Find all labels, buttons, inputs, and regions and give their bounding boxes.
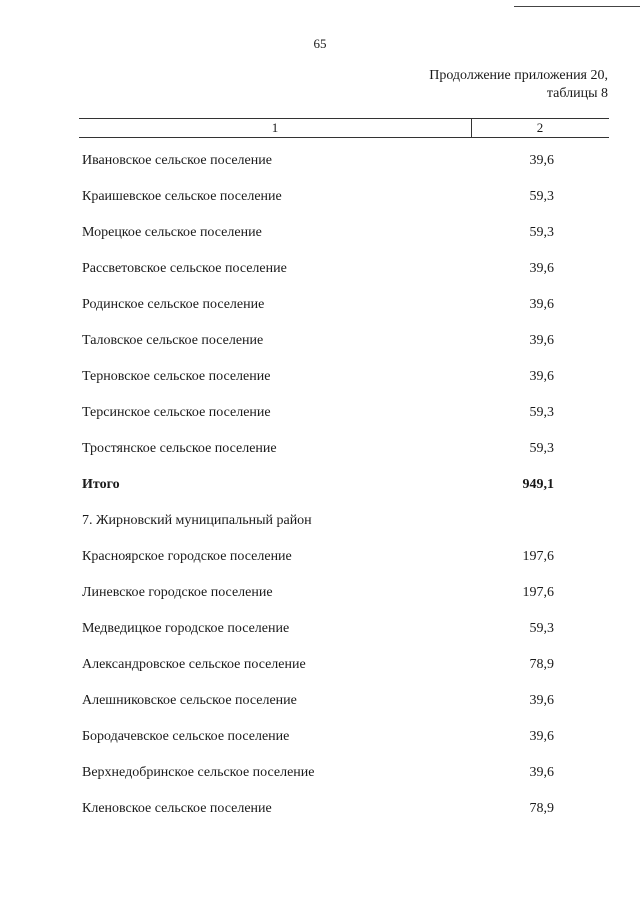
caption-line-2: таблицы 8 xyxy=(546,86,608,101)
settlement-name: Красноярское городское поселение xyxy=(82,549,292,564)
settlement-value: 59,3 xyxy=(529,225,554,240)
column-header-1: 1 xyxy=(271,120,279,135)
column-header-2: 2 xyxy=(536,120,544,135)
settlement-name: Тростянское сельское поселение xyxy=(82,441,277,456)
table-row xyxy=(0,657,640,677)
settlement-value: 59,3 xyxy=(529,441,554,456)
table-row xyxy=(0,729,640,749)
table-row xyxy=(0,621,640,641)
total-row xyxy=(0,477,640,497)
settlement-value: 78,9 xyxy=(529,801,554,816)
settlement-name: Линевское городское поселение xyxy=(82,585,273,600)
table-row xyxy=(0,225,640,245)
settlement-name: Родинское сельское поселение xyxy=(82,297,265,312)
settlement-name: Верхнедобринское сельское поселение xyxy=(82,765,315,780)
settlement-value: 39,6 xyxy=(529,297,554,312)
settlement-value: 78,9 xyxy=(529,657,554,672)
table-row xyxy=(0,585,640,605)
table-row xyxy=(0,333,640,353)
table-row xyxy=(0,765,640,785)
settlement-name: Терсинское сельское поселение xyxy=(82,405,271,420)
table-row xyxy=(0,297,640,317)
settlement-value: 59,3 xyxy=(529,405,554,420)
settlement-value: 39,6 xyxy=(529,261,554,276)
settlement-name: Краишевское сельское поселение xyxy=(82,189,282,204)
table-row xyxy=(0,801,640,821)
settlement-value: 39,6 xyxy=(529,765,554,780)
settlement-name: Терновское сельское поселение xyxy=(82,369,271,384)
table-row xyxy=(0,261,640,281)
settlement-value: 39,6 xyxy=(529,333,554,348)
settlement-name: Медведицкое городское поселение xyxy=(82,621,290,636)
table-row xyxy=(0,189,640,209)
settlement-value: 59,3 xyxy=(529,189,554,204)
settlement-name: Рассветовское сельское поселение xyxy=(82,261,287,276)
settlement-value: 39,6 xyxy=(529,153,554,168)
settlement-name: Александровское сельское поселение xyxy=(82,657,306,672)
table-row xyxy=(0,153,640,173)
settlement-name: Кленовское сельское поселение xyxy=(82,801,272,816)
table-row xyxy=(0,405,640,425)
settlement-value: 39,6 xyxy=(529,693,554,708)
section-heading-row xyxy=(0,513,640,533)
caption-line-1: Продолжение приложения 20, xyxy=(429,68,608,83)
settlement-value: 39,6 xyxy=(529,369,554,384)
settlement-name: Бородачевское сельское поселение xyxy=(82,729,290,744)
table-row xyxy=(0,693,640,713)
settlement-name: Морецкое сельское поселение xyxy=(82,225,262,240)
settlement-name: Таловское сельское поселение xyxy=(82,333,264,348)
settlement-name: 7. Жирновский муниципальный район xyxy=(82,513,312,528)
settlement-value: 197,6 xyxy=(522,549,554,564)
table-row xyxy=(0,369,640,389)
settlement-name: Итого xyxy=(82,477,120,492)
table-row xyxy=(0,441,640,461)
table-row xyxy=(0,549,640,569)
page-number: 65 xyxy=(313,36,327,51)
settlement-name: Алешниковское сельское поселение xyxy=(82,693,297,708)
settlement-value: 59,3 xyxy=(529,621,554,636)
settlement-value: 39,6 xyxy=(529,729,554,744)
settlement-value: 197,6 xyxy=(522,585,554,600)
settlement-name: Ивановское сельское поселение xyxy=(82,153,272,168)
settlement-value: 949,1 xyxy=(522,477,554,492)
